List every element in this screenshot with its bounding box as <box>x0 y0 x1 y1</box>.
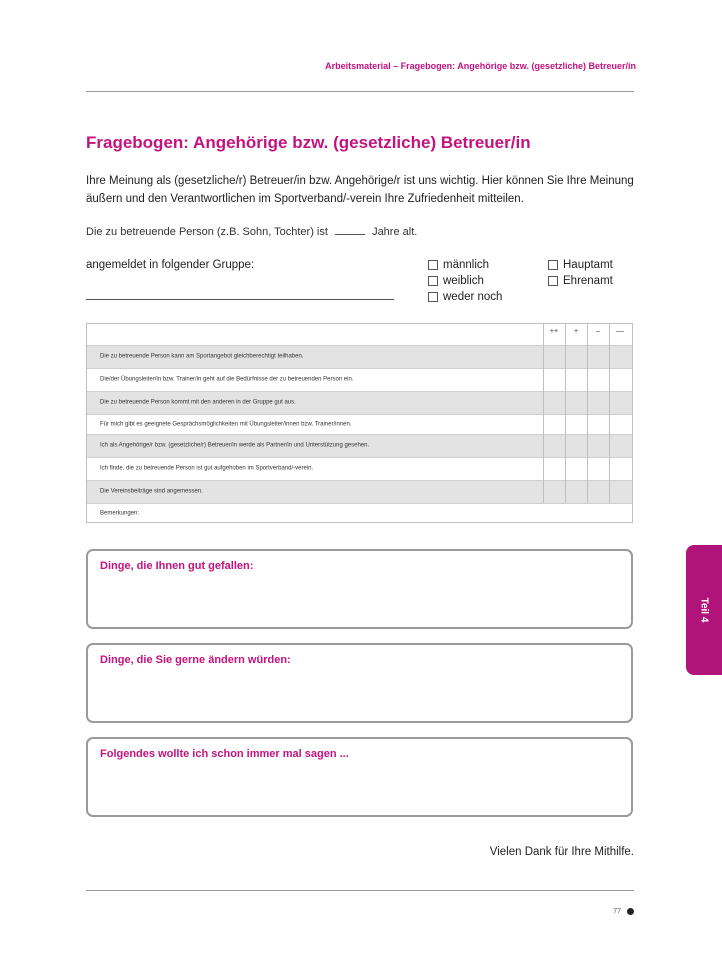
bullet-icon <box>627 908 634 915</box>
table-divider <box>87 503 632 504</box>
checkbox-icon[interactable] <box>548 276 558 286</box>
column-header: –– <box>616 328 624 335</box>
thanks-text: Vielen Dank für Ihre Mithilfe. <box>489 846 634 858</box>
gender-option-neither[interactable]: weder noch <box>428 289 502 305</box>
section-tab <box>686 545 722 675</box>
table-divider <box>87 368 632 369</box>
group-label: angemeldet in folgender Gruppe: <box>86 259 255 271</box>
rating-table <box>86 323 633 523</box>
table-divider <box>87 345 632 346</box>
age-field[interactable] <box>335 224 365 235</box>
comments-box-title: Folgendes wollte ich schon immer mal sagen ... <box>100 748 349 760</box>
table-divider <box>87 457 632 458</box>
remarks-row[interactable]: Bemerkungen: <box>100 510 140 516</box>
age-line <box>86 224 417 238</box>
gender-options <box>428 257 502 305</box>
table-divider <box>87 434 632 435</box>
changes-box[interactable] <box>86 643 633 723</box>
likes-box[interactable] <box>86 549 633 629</box>
footer-rule <box>86 890 634 891</box>
likes-box-title: Dinge, die Ihnen gut gefallen: <box>100 560 254 572</box>
role-option-hauptamt[interactable]: Hauptamt <box>548 257 613 273</box>
section-tab-label: Teil 4 <box>698 597 710 623</box>
page-title: Fragebogen: Angehörige bzw. (gesetzliche) Betreuer/in <box>86 133 531 152</box>
column-header: + <box>573 328 579 335</box>
rating-header-row <box>87 324 632 344</box>
table-row: Für mich gibt es geeignete Gesprächsmöglichkeiten mit Übungsleiter/innen bzw. Trainer/innen. <box>100 421 352 427</box>
header-rule <box>86 91 634 92</box>
column-header: – <box>596 328 600 335</box>
column-header: ++ <box>549 328 559 335</box>
role-option-ehrenamt[interactable]: Ehrenamt <box>548 273 613 289</box>
page-number-label: 77 <box>613 908 621 915</box>
table-row: Die zu betreuende Person kommt mit den anderen in der Gruppe gut aus. <box>87 392 632 414</box>
table-column-divider <box>543 324 544 503</box>
table-divider <box>87 414 632 415</box>
gender-option-female[interactable]: weiblich <box>428 273 502 289</box>
changes-box-title: Dinge, die Sie gerne ändern würden: <box>100 654 291 666</box>
table-column-divider <box>587 324 588 503</box>
table-row: Die/der Übungsleiter/in bzw. Trainer/in geht auf die Bedürfnisse der zu betreuenden Person ein. <box>100 376 354 383</box>
age-label: Die zu betreuende Person (z.B. Sohn, Tochter) ist <box>86 226 328 238</box>
age-suffix: Jahre alt. <box>372 226 418 238</box>
checkbox-icon[interactable] <box>428 292 438 302</box>
table-row: Ich als Angehörige/r bzw. (gesetzliche/r) Betreuer/in werde als Partner/in und Unterstützung gesehen. <box>87 434 632 457</box>
table-divider <box>87 391 632 392</box>
table-row: Ich finde, die zu betreuende Person ist gut aufgehoben im Sportverband/-verein. <box>100 465 314 472</box>
table-row: Die Vereinsbeiträge sind angemessen. <box>87 481 632 503</box>
gender-option-male[interactable]: männlich <box>428 257 502 273</box>
page-number <box>613 908 634 915</box>
role-options <box>548 257 613 289</box>
table-divider <box>87 480 632 481</box>
table-column-divider <box>609 324 610 503</box>
table-column-divider <box>565 324 566 503</box>
checkbox-icon[interactable] <box>428 260 438 270</box>
comments-box[interactable] <box>86 737 633 817</box>
checkbox-icon[interactable] <box>548 260 558 270</box>
intro-text: Ihre Meinung als (gesetzliche/r) Betreuer/in bzw. Angehörige/r ist uns wichtig. Hier können Sie Ihre Meinung äußern und den Verantwortlichen im Sportverband/-verein Ihre Zufriedenheit mitteilen. <box>86 175 634 205</box>
checkbox-icon[interactable] <box>428 276 438 286</box>
running-header: Arbeitsmaterial – Fragebogen: Angehörige bzw. (gesetzliche) Betreuer/in <box>325 61 636 71</box>
group-input-line[interactable] <box>86 299 394 300</box>
table-row: Die zu betreuende Person kann am Sportangebot gleichberechtigt teilhaben. <box>87 346 632 368</box>
